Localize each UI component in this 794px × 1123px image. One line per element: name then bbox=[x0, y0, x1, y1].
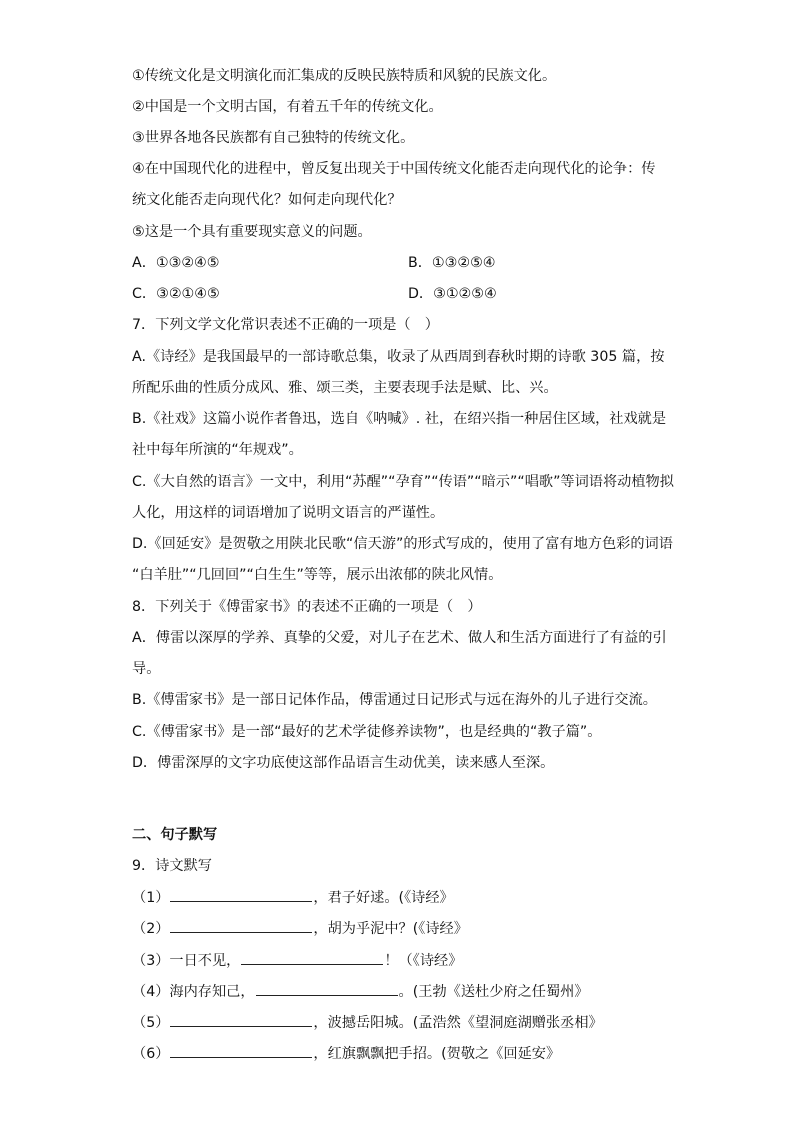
answer-blank[interactable] bbox=[241, 950, 383, 965]
q8-option-b: B.《傅雷家书》是一部日记体作品，傅雷通过日记形式与远在海外的儿子进行交流。 bbox=[132, 692, 657, 708]
q6-option-b: B．①③②⑤④ bbox=[408, 255, 496, 271]
item-prefix: 海内存知己， bbox=[169, 984, 255, 1000]
answer-blank[interactable] bbox=[170, 918, 312, 933]
item-number: （2） bbox=[132, 921, 170, 937]
q7-option-b-line-1: B.《社戏》这篇小说作者鲁迅，选自《呐喊》. 社，在绍兴指一种居住区域，社戏就是 bbox=[132, 411, 667, 427]
dictation-item-3 bbox=[132, 950, 462, 971]
item-prefix: 一日不见， bbox=[169, 953, 241, 969]
dictation-item-1 bbox=[132, 887, 454, 908]
item-source: ，君子好逑。(《诗经》 bbox=[313, 890, 454, 906]
q7-option-a-line-1: A.《诗经》是我国最早的一部诗歌总集，收录了从西周到春秋时期的诗歌 305 篇，按 bbox=[132, 349, 665, 365]
item-number: （4） bbox=[132, 984, 170, 1000]
q8-option-a-line-1: A．傅雷以深厚的学养、真挚的父爱，对儿子在艺术、做人和生活方面进行了有益的引 bbox=[132, 630, 667, 646]
dictation-item-2 bbox=[132, 918, 468, 939]
item-source: 。(王勃《送杜少府之任蜀州》 bbox=[398, 984, 589, 1000]
section-title: 二、句子默写 bbox=[132, 827, 218, 843]
item-number: （5） bbox=[132, 1015, 170, 1031]
q7-option-d-line-2: “白羊肚”“几回回”“白生生”等等，展示出浓郁的陕北风情。 bbox=[132, 567, 503, 583]
q7-option-b-line-2: 社中每年所演的“年规戏”。 bbox=[132, 442, 303, 458]
q6-option-d: D．③①②⑤④ bbox=[408, 286, 497, 302]
answer-blank[interactable] bbox=[170, 1043, 312, 1058]
item-source: ，红旗飘飘把手招。(贺敬之《回延安》 bbox=[313, 1046, 561, 1062]
sentence-4-line-1: ④在中国现代化的进程中，曾反复出现关于中国传统文化能否走向现代化的论争：传 bbox=[132, 161, 656, 177]
sentence-5: ⑤这是一个具有重要现实意义的问题。 bbox=[132, 224, 372, 240]
q8-stem: 8．下列关于《傅雷家书》的表述不正确的一项是（ ） bbox=[132, 599, 482, 615]
q9-stem: 9．诗文默写 bbox=[132, 858, 212, 874]
q8-option-a-line-2: 导。 bbox=[132, 661, 161, 677]
item-number: （1） bbox=[132, 890, 170, 906]
sentence-1: ①传统文化是文明演化而汇集成的反映民族特质和风貌的民族文化。 bbox=[132, 68, 557, 84]
q6-option-c: C．③②①④⑤ bbox=[132, 286, 220, 302]
answer-blank[interactable] bbox=[170, 1012, 312, 1027]
q7-option-a-line-2: 所配乐曲的性质分成风、雅、颂三类，主要表现手法是赋、比、兴。 bbox=[132, 380, 558, 396]
q7-option-c-line-1: C.《大自然的语言》一文中，利用“苏醒”“孕育”“传语”“暗示”“唱歌”等词语将动植物拟 bbox=[132, 474, 674, 490]
item-number: （6） bbox=[132, 1046, 170, 1062]
answer-blank[interactable] bbox=[256, 981, 398, 996]
dictation-item-5 bbox=[132, 1012, 603, 1033]
q7-option-c-line-2: 人化，用这样的词语增加了说明文语言的严谨性。 bbox=[132, 505, 445, 521]
sentence-3: ③世界各地各民族都有自己独特的传统文化。 bbox=[132, 130, 415, 146]
q7-stem: 7．下列文学文化常识表述不正确的一项是（ ） bbox=[132, 317, 439, 333]
item-number: （3） bbox=[132, 953, 170, 969]
item-source: ，波撼岳阳城。(孟浩然《望洞庭湖赠张丞相》 bbox=[313, 1015, 603, 1031]
sentence-2: ②中国是一个文明古国，有着五千年的传统文化。 bbox=[132, 99, 443, 115]
item-source: ，胡为乎泥中？(《诗经》 bbox=[313, 921, 468, 937]
sentence-4-line-2: 统文化能否走向现代化？如何走向现代化？ bbox=[132, 192, 402, 208]
answer-blank[interactable] bbox=[170, 887, 312, 902]
item-source: ！（《诗经》 bbox=[384, 953, 463, 969]
q6-option-a: A．①③②④⑤ bbox=[132, 255, 220, 271]
q7-option-d-line-1: D.《回延安》是贺敬之用陕北民歌“信天游”的形式写成的，使用了富有地方色彩的词语 bbox=[132, 536, 673, 552]
q8-option-d: D．傅雷深厚的文字功底使这部作品语言生动优美，读来感人至深。 bbox=[132, 755, 555, 771]
dictation-item-6 bbox=[132, 1043, 560, 1064]
q8-option-c: C.《傅雷家书》是一部“最好的艺术学徒修养读物”，也是经典的“教子篇”。 bbox=[132, 724, 602, 740]
dictation-item-4 bbox=[132, 981, 589, 1002]
